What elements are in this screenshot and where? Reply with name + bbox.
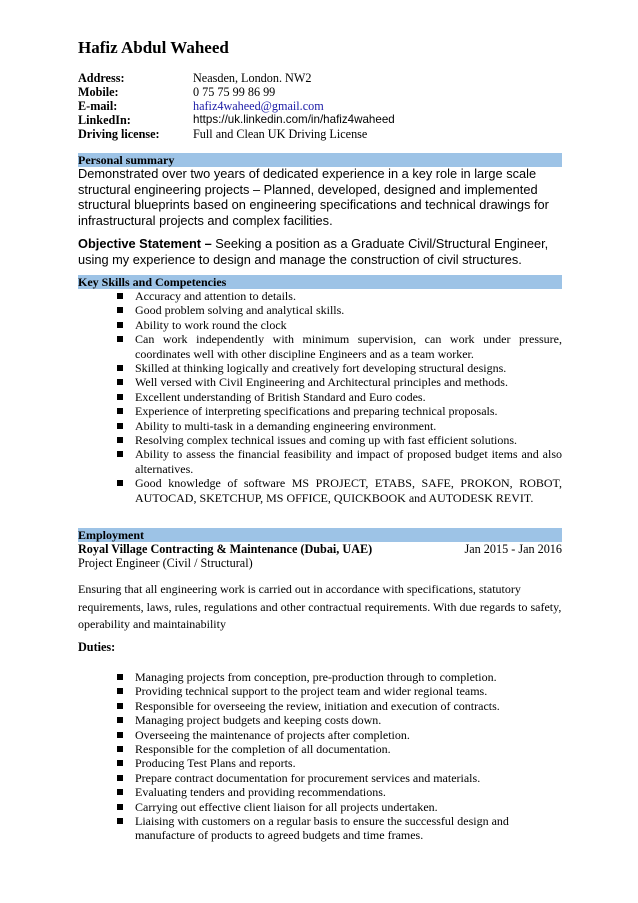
square-bullet-icon	[117, 293, 123, 299]
company-name: Royal Village Contracting & Maintenance (Dubai, UAE)	[78, 542, 373, 556]
list-item: Producing Test Plans and reports.	[78, 756, 562, 770]
list-item: Skilled at thinking logically and creatively fort developing structural designs.	[78, 361, 562, 375]
driving-license-value: Full and Clean UK Driving License	[193, 127, 368, 141]
square-bullet-icon	[117, 379, 123, 385]
list-item: Good knowledge of software MS PROJECT, ETABS, SAFE, PROKON, ROBOT, AUTOCAD, SKETCHUP, MS OFFICE, QUICKBOOK and AUTODESK REVIT.	[78, 476, 562, 505]
duties-list	[78, 670, 562, 843]
list-item: Ability to multi-task in a demanding engineering environment.	[78, 419, 562, 433]
email-link[interactable]: hafiz4waheed@gmail.com	[193, 99, 324, 113]
section-heading-personal-summary: Personal summary	[78, 153, 562, 167]
list-item: Experience of interpreting specifications and preparing technical proposals.	[78, 404, 562, 418]
square-bullet-icon	[117, 451, 123, 457]
square-bullet-icon	[117, 365, 123, 371]
list-item: Ability to work round the clock	[78, 318, 562, 332]
list-item: Prepare contract documentation for procurement services and materials.	[78, 771, 562, 785]
skills-list	[78, 289, 562, 505]
list-item: Providing technical support to the project team and wider regional teams.	[78, 684, 562, 698]
square-bullet-icon	[117, 322, 123, 328]
list-item: Responsible for the completion of all documentation.	[78, 742, 562, 756]
contact-label: Driving license:	[78, 127, 160, 141]
square-bullet-icon	[117, 717, 123, 723]
objective-label: Objective Statement –	[78, 236, 212, 251]
linkedin-value: https://uk.linkedin.com/in/hafiz4waheed	[193, 113, 395, 126]
contact-block	[78, 71, 568, 141]
contact-label: Mobile:	[78, 85, 119, 99]
candidate-name: Hafiz Abdul Waheed	[78, 38, 229, 57]
square-bullet-icon	[117, 789, 123, 795]
job-description: Ensuring that all engineering work is carried out in accordance with specifications, statutory requirements, laws, rules, regulations and other contractual requirements. With due regards to safety, operability and maintainability	[78, 582, 562, 632]
list-item: Carrying out effective client liaison for all projects undertaken.	[78, 800, 562, 814]
square-bullet-icon	[117, 732, 123, 738]
square-bullet-icon	[117, 703, 123, 709]
square-bullet-icon	[117, 336, 123, 342]
list-item: Managing project budgets and keeping costs down.	[78, 713, 562, 727]
square-bullet-icon	[117, 775, 123, 781]
contact-row-mobile	[78, 85, 568, 99]
square-bullet-icon	[117, 804, 123, 810]
square-bullet-icon	[117, 423, 123, 429]
objective-statement	[78, 236, 562, 267]
square-bullet-icon	[117, 307, 123, 313]
section-heading-employment: Employment	[78, 528, 562, 542]
list-item: Good problem solving and analytical skills.	[78, 303, 562, 317]
contact-label: Address:	[78, 71, 125, 85]
square-bullet-icon	[117, 674, 123, 680]
contact-row-driving-license	[78, 127, 568, 141]
job-dates: Jan 2015 - Jan 2016	[464, 542, 562, 556]
mobile-value: 0 75 75 99 86 99	[193, 85, 276, 99]
contact-label: E-mail:	[78, 99, 118, 113]
list-item: Well versed with Civil Engineering and Architectural principles and methods.	[78, 375, 562, 389]
list-item: Managing projects from conception, pre-production through to completion.	[78, 670, 562, 684]
square-bullet-icon	[117, 480, 123, 486]
square-bullet-icon	[117, 746, 123, 752]
list-item: Ability to assess the financial feasibility and impact of proposed budget items and also alternatives.	[78, 447, 562, 476]
square-bullet-icon	[117, 818, 123, 824]
list-item: Responsible for overseeing the review, initiation and execution of contracts.	[78, 699, 562, 713]
address-value: Neasden, London. NW2	[193, 71, 312, 85]
list-item: Can work independently with minimum supervision, can work under pressure, coordinates well with other discipline Engineers and as a team worker.	[78, 332, 562, 361]
list-item: Evaluating tenders and providing recommendations.	[78, 785, 562, 799]
section-heading-skills: Key Skills and Competencies	[78, 275, 562, 289]
square-bullet-icon	[117, 394, 123, 400]
list-item: Resolving complex technical issues and coming up with fast efficient solutions.	[78, 433, 562, 447]
objective-text: Seeking a position as a Graduate Civil/Structural Engineer, using my experience to design and manage the construction of civil structures.	[78, 236, 549, 267]
contact-row-email	[78, 99, 568, 113]
job-header	[78, 542, 562, 572]
list-item: Liaising with customers on a regular basis to ensure the successful design and manufacture of products to agreed budgets and time frames.	[78, 814, 562, 843]
contact-row-linkedin	[78, 113, 568, 127]
square-bullet-icon	[117, 688, 123, 694]
job-title: Project Engineer (Civil / Structural)	[78, 556, 253, 570]
list-item: Accuracy and attention to details.	[78, 289, 562, 303]
duties-label: Duties:	[78, 640, 116, 654]
list-item: Excellent understanding of British Standard and Euro codes.	[78, 390, 562, 404]
list-item: Overseeing the maintenance of projects after completion.	[78, 728, 562, 742]
square-bullet-icon	[117, 760, 123, 766]
personal-summary-text: Demonstrated over two years of dedicated experience in a key role in large scale structural engineering projects – Planned, developed, designed and implemented structural blueprints based on engineering specifications and technical drawings for infrastructural projects and complex facilities.	[78, 166, 549, 228]
contact-label: LinkedIn:	[78, 113, 131, 127]
contact-row-address	[78, 71, 568, 85]
square-bullet-icon	[117, 437, 123, 443]
square-bullet-icon	[117, 408, 123, 414]
